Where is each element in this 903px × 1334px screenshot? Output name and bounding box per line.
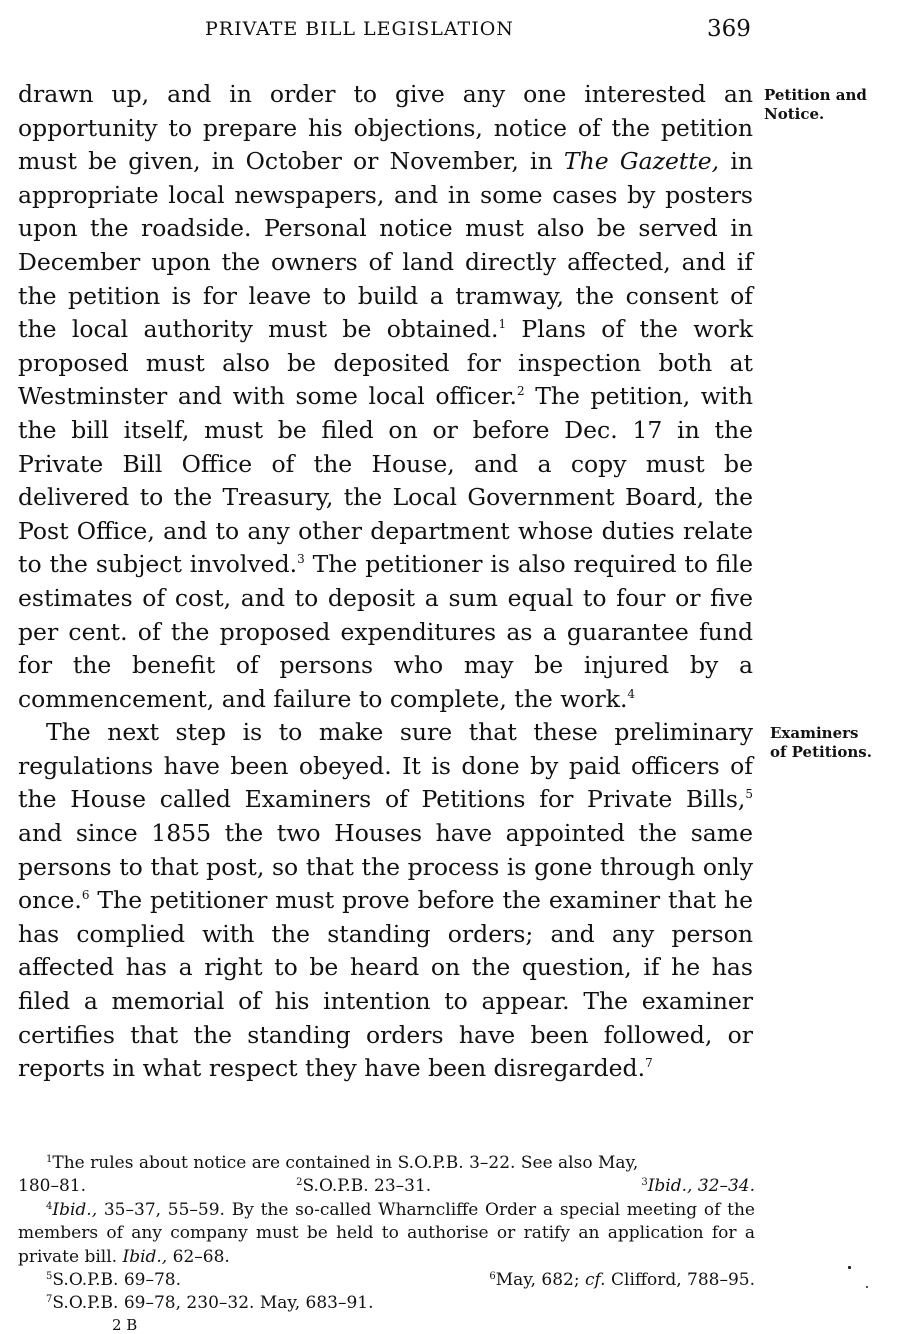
page-number: 369 — [707, 16, 751, 42]
footnote-row-5-6 — [18, 1269, 755, 1292]
footnote-ref-5: 5 — [745, 787, 753, 802]
footnote-ref-7: 7 — [645, 1056, 653, 1071]
footnote-7: $^7$S.O.P.B. 69–78, 230–32. May, 683–91. — [46, 1293, 374, 1314]
footnote-row-1-3: 180–81. $^2$S.O.P.B. 23–31. $^3$Ibid., 32–34. — [18, 1175, 755, 1198]
footnotes — [18, 1152, 755, 1316]
body-text — [18, 78, 753, 1086]
footnote-ref-6: 6 — [81, 888, 90, 903]
footnote-1: $^1$The rules about notice are contained in S.O.P.B. 3–22. See also May, — [46, 1153, 639, 1173]
paragraph-1: drawn up, and in order to give any one interested an opportunity to prepare his objections, notice of the petition must be given, in October or November, in The Gazette, in appropriate local newspapers, and in some cases by posters upon the roadside. Personal notice must also be served in December upon the owners of land directly affected, and if the petition is for leave to build a tramway, the consent of the local authority must be obtained.$^1$ Plans of the work proposed must also be deposited for inspection both at Westminster and with some local officer.$^2$ The petition, with the bill itself, must be filed on or before Dec. 17 in the Private Bill Office of the House, and a copy must be delivered to the Treasury, the Local Government Board, the Post Office, and to any other department whose duties relate to the subject involved.$^3$ The petitioner is also required to file estimates of cost, and to deposit a sum equal to four or five per cent. of the proposed expenditures as a guarantee fund for the benefit of persons who may be injured by a commencement, and failure to complete, the work.$^4$ — [18, 80, 754, 713]
margin-note-examiners: Examiners of Petitions. — [770, 724, 872, 761]
footnote-ref-2: 2 — [516, 384, 525, 399]
footnote-3: $^3$Ibid., 32–34. — [641, 1176, 755, 1197]
signature-mark: 2 B — [112, 1316, 138, 1334]
running-head-title: PRIVATE BILL LEGISLATION — [205, 18, 514, 40]
scan-speck — [848, 1266, 851, 1269]
footnote-ref-3: 3 — [297, 552, 305, 567]
footnote-ref-4: 4 — [627, 686, 636, 701]
scan-speck — [866, 1286, 868, 1288]
footnote-ref-1: 1 — [498, 317, 507, 332]
footnote-2: $^2$S.O.P.B. 23–31. — [296, 1176, 432, 1197]
paragraph-2: The next step is to make sure that these preliminary regulations have been obeyed. It is done by paid officers of the House called Examiners of Petitions for Private Bills,$^5$ and since 1855 the two Houses have appointed the same persons to that post, so that the process is gone through only once.$^6$ The petitioner must prove before the examiner that he has complied with the standing orders; and any person affected has a right to be heard on the question, if he has filed a memorial of his intention to appear. The examiner certifies that the standing orders have been followed, or reports in what respect they have been disregarded.$^7$ — [18, 718, 753, 1083]
footnote-6: $^6$May, 682; cf. Clifford, 788–95. — [489, 1270, 755, 1291]
margin-note-petition-notice: Petition and Notice. — [764, 86, 867, 123]
footnote-4: $^4$Ibid., 35–37, 55–59. By the so-called Wharncliffe Order a special meeting of the members of any company must be held to authorise or ratify an application for a private bill. Ibid., 62–68. — [18, 1199, 755, 1267]
footnote-5: $^5$S.O.P.B. 69–78. — [46, 1270, 182, 1291]
